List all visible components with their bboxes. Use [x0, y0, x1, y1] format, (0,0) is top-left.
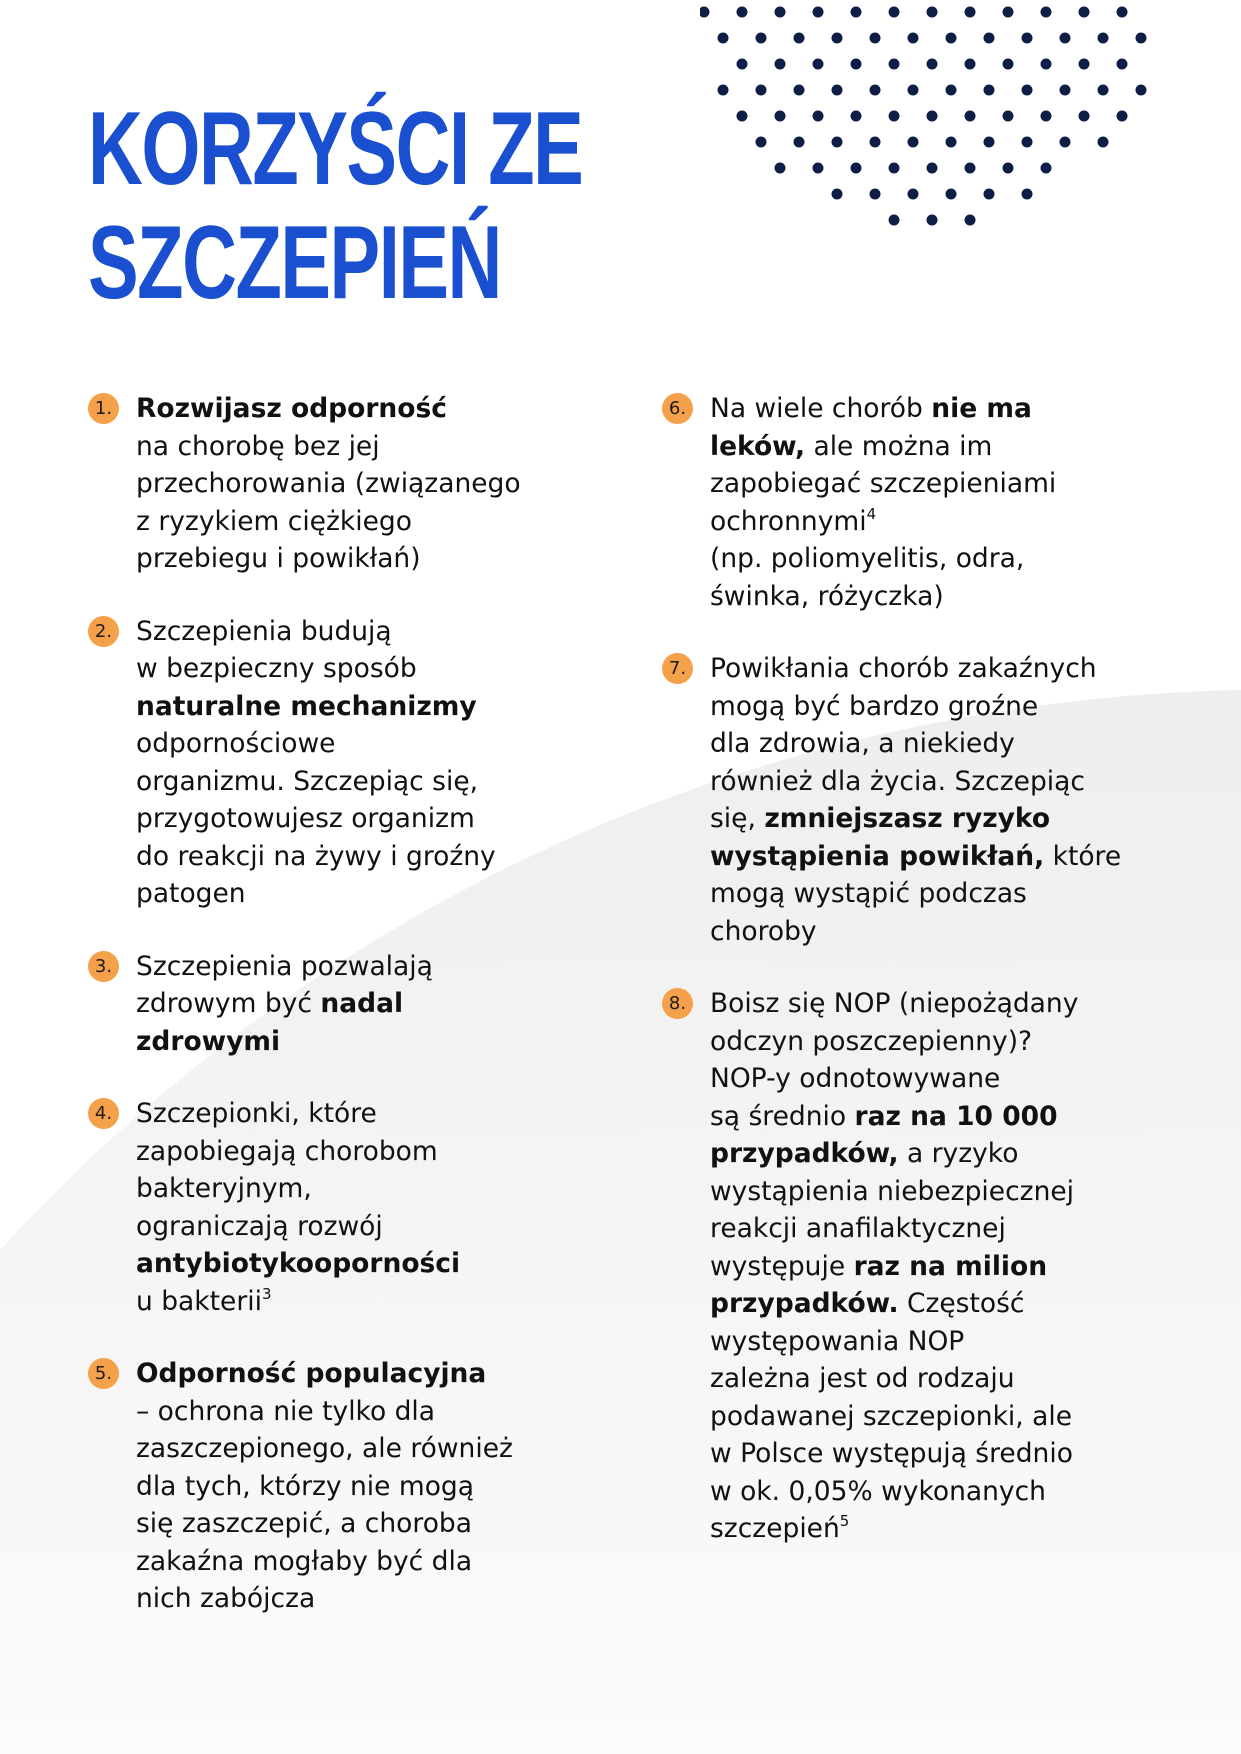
emphasis-text: antybiotykooporności: [136, 1248, 461, 1279]
pattern-dot: [851, 7, 862, 18]
pattern-dot: [889, 59, 900, 70]
pattern-dot: [737, 7, 748, 18]
benefit-item-2: [88, 613, 588, 913]
benefit-item-5: [88, 1355, 588, 1618]
pattern-dot: [984, 189, 995, 200]
pattern-dot: [813, 7, 824, 18]
pattern-dot: [832, 137, 843, 148]
pattern-dot: [927, 7, 938, 18]
pattern-dot: [1022, 33, 1033, 44]
pattern-dot: [756, 137, 767, 148]
pattern-dot: [1003, 111, 1014, 122]
pattern-dot: [927, 215, 938, 226]
pattern-dot: [700, 7, 710, 18]
pattern-dot: [1041, 111, 1052, 122]
pattern-dot: [832, 33, 843, 44]
footnote-ref: 4: [866, 504, 877, 523]
pattern-dot: [1060, 85, 1071, 96]
pattern-dot: [870, 137, 881, 148]
emphasis-text: zmniejszasz ryzyko wystąpienia powikłań,: [710, 803, 1051, 872]
pattern-dot: [1079, 59, 1090, 70]
number-badge: 2.: [88, 616, 119, 647]
pattern-dot: [1060, 137, 1071, 148]
pattern-dot: [851, 59, 862, 70]
benefit-item-6: [662, 390, 1162, 615]
title-line-2: SZCZEPIEŃ: [88, 205, 501, 321]
pattern-dot: [813, 111, 824, 122]
pattern-dot: [775, 7, 786, 18]
benefit-item-3: [88, 948, 588, 1061]
pattern-dot: [1098, 85, 1109, 96]
emphasis-text: Rozwijasz odporność: [136, 393, 447, 424]
pattern-dot: [1022, 137, 1033, 148]
pattern-dot: [794, 33, 805, 44]
number-badge: 7.: [662, 653, 693, 684]
pattern-dot: [1117, 7, 1128, 18]
pattern-dot: [775, 111, 786, 122]
number-badge: 5.: [88, 1358, 119, 1389]
pattern-dot: [775, 59, 786, 70]
pattern-dot: [870, 189, 881, 200]
pattern-dot: [870, 33, 881, 44]
emphasis-text: nie ma leków,: [710, 393, 1032, 462]
pattern-dot: [908, 33, 919, 44]
benefit-text: Szczepienia budują w bezpieczny sposób naturalne mechanizmy odpornościowe organizmu. Szczepiąc się, przygotowujesz organizm do reakcji na żywy i groźny patogen: [136, 615, 496, 909]
pattern-dot: [889, 7, 900, 18]
emphasis-text: nadal zdrowymi: [136, 988, 404, 1057]
page-title: [88, 92, 582, 320]
pattern-dot: [984, 137, 995, 148]
pattern-dot: [813, 163, 824, 174]
pattern-dot: [984, 85, 995, 96]
pattern-dot: [908, 85, 919, 96]
pattern-dot: [832, 85, 843, 96]
pattern-dot: [889, 215, 900, 226]
pattern-dot: [832, 189, 843, 200]
pattern-dot: [889, 111, 900, 122]
benefits-column-right: [662, 390, 1162, 1583]
pattern-dot: [1098, 137, 1109, 148]
pattern-dot: [965, 163, 976, 174]
pattern-dot: [984, 33, 995, 44]
pattern-dot: [965, 111, 976, 122]
title-line-1: KORZYŚCI ZE: [88, 91, 583, 207]
benefit-item-8: [662, 985, 1162, 1548]
pattern-dot: [965, 59, 976, 70]
number-badge: 3.: [88, 951, 119, 982]
pattern-dot: [870, 85, 881, 96]
pattern-dot: [1003, 59, 1014, 70]
pattern-dot: [813, 59, 824, 70]
number-badge: 1.: [88, 393, 119, 424]
pattern-dot: [946, 189, 957, 200]
pattern-dot: [1022, 189, 1033, 200]
decorative-dot-pattern: [700, 0, 1160, 250]
pattern-dot: [794, 137, 805, 148]
pattern-dot: [1003, 163, 1014, 174]
pattern-dot: [927, 111, 938, 122]
benefit-item-4: [88, 1095, 588, 1320]
pattern-dot: [1117, 59, 1128, 70]
pattern-dot: [927, 59, 938, 70]
benefit-text: Boisz się NOP (niepożądany odczyn poszczepienny)? NOP-y odnotowywane są średnio raz na 10 000 przypadków, a ryzyko wystąpienia niebezpiecznej reakcji anafilaktycznej występuje raz na milion przypadków. Częstość występowania NOP zależna jest od rodzaju podawanej szczepionki, ale w Polsce występują średnio w ok. 0,05% wykonanych szczepień$^5$: [710, 988, 1079, 1544]
emphasis-text: raz na 10 000 przypadków,: [710, 1100, 1058, 1169]
pattern-dot: [775, 163, 786, 174]
pattern-dot: [908, 137, 919, 148]
pattern-dot: [1079, 7, 1090, 18]
pattern-dot: [946, 85, 957, 96]
pattern-dot: [718, 33, 729, 44]
pattern-dot: [965, 7, 976, 18]
benefit-item-1: [88, 390, 588, 578]
pattern-dot: [1041, 7, 1052, 18]
pattern-dot: [946, 137, 957, 148]
pattern-dot: [1098, 33, 1109, 44]
pattern-dot: [889, 163, 900, 174]
benefit-text: Rozwijasz odporność na chorobę bez jej przechorowania (związanego z ryzykiem ciężkiego przebiegu i powikłań): [136, 393, 521, 574]
number-badge: 6.: [662, 393, 693, 424]
emphasis-text: Odporność populacyjna: [136, 1358, 487, 1389]
pattern-dot: [1079, 111, 1090, 122]
pattern-dot: [1136, 85, 1147, 96]
pattern-dot: [794, 85, 805, 96]
pattern-dot: [737, 111, 748, 122]
pattern-dot: [946, 33, 957, 44]
pattern-dot: [851, 111, 862, 122]
pattern-dot: [737, 59, 748, 70]
benefits-column-left: [88, 390, 588, 1653]
pattern-dot: [756, 33, 767, 44]
benefit-text: Powikłania chorób zakaźnych mogą być bardzo groźne dla zdrowia, a niekiedy również dla życia. Szczepiąc się, zmniejszasz ryzyko wystąpienia powikłań, które mogą wystąpić podczas choroby: [710, 653, 1122, 947]
benefit-text: Na wiele chorób nie ma leków, ale można im zapobiegać szczepieniami ochronnymi$^4$ (np. poliomyelitis, odra, świnka, różyczka): [710, 393, 1057, 612]
emphasis-text: naturalne mechanizmy: [136, 690, 477, 722]
benefit-item-7: [662, 650, 1162, 950]
pattern-dot: [1117, 111, 1128, 122]
number-badge: 8.: [662, 988, 693, 1019]
benefit-text: Odporność populacyjna – ochrona nie tylko dla zaszczepionego, ale również dla tych, którzy nie mogą się zaszczepić, a choroba zakaźna mogłaby być dla nich zabójcza: [136, 1358, 513, 1614]
number-badge: 4.: [88, 1098, 119, 1129]
pattern-dot: [1003, 7, 1014, 18]
pattern-dot: [1041, 59, 1052, 70]
pattern-dot: [1060, 33, 1071, 44]
footnote-ref: 5: [839, 1512, 850, 1530]
pattern-dot: [927, 163, 938, 174]
pattern-dot: [851, 163, 862, 174]
pattern-dot: [756, 85, 767, 96]
footnote-ref: 3: [261, 1284, 272, 1303]
emphasis-text: raz na milion przypadków.: [710, 1250, 1048, 1319]
benefit-text: Szczepienia pozwalają zdrowym być nadal zdrowymi: [136, 950, 433, 1057]
pattern-dot: [1136, 33, 1147, 44]
pattern-dot: [965, 215, 976, 226]
pattern-dot: [718, 85, 729, 96]
pattern-dot: [1041, 163, 1052, 174]
pattern-dot: [1022, 85, 1033, 96]
benefit-text: Szczepionki, które zapobiegają chorobom bakteryjnym, ograniczają rozwój antybiotykooporności u bakterii$^3$: [136, 1098, 461, 1317]
pattern-dot: [908, 189, 919, 200]
